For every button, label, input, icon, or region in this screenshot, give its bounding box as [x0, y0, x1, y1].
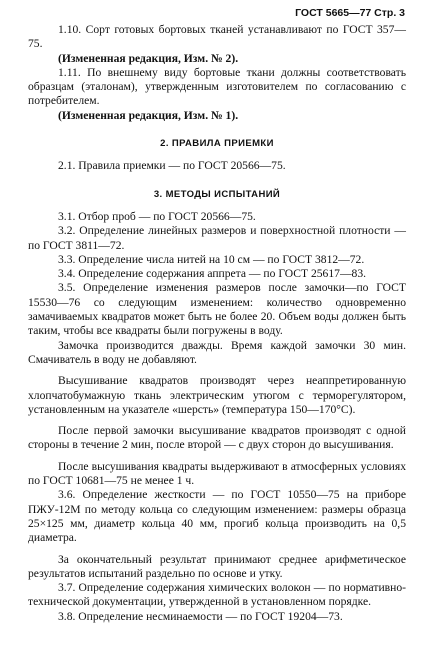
paragraph-3-6: 3.6. Определение жесткости — по ГОСТ 10550—75 на приборе ПЖУ-12М по методу кольца со следующим изменением: размеры образца 25×125 мм, диаметр кольца 40 мм, прогиб кольца производить на 0,5 диаметра. — [28, 488, 406, 545]
page-content — [28, 23, 406, 624]
paragraph-2-1: 2.1. Правила приемки — по ГОСТ 20566—75. — [58, 159, 286, 173]
paragraph-conditioning: После высушивания квадраты выдерживают в атмосферных условиях по ГОСТ 10681—75 не менее 1 ч. — [28, 459, 406, 488]
section-heading-acceptance: 2. ПРАВИЛА ПРИЕМКИ — [160, 138, 274, 150]
page-header: ГОСТ 5665—77 Стр. 3 — [295, 7, 405, 19]
paragraph-3-5: 3.5. Определение изменения размеров после замочки—по ГОСТ 15530—76 со следующим изменением: количество одновременно замачиваемых квадратов может быть не более 20. Объем воды должен быть таким, чтобы все квадраты были погружены в воду. — [28, 281, 406, 338]
paragraph-1-11: 1.11. По внешнему виду бортовые ткани должны соответствовать образцам (эталонам), утвержденным изготовителем по согласованию с потребителем. — [28, 65, 406, 108]
paragraph-after-soaking: После первой замочки высушивание квадратов производят с одной стороны в течение 2 мин, после второй — с двух сторон до высушивания. — [28, 424, 406, 452]
paragraph-3-3: 3.3. Определение числа нитей на 10 см — по ГОСТ 3812—72. — [58, 252, 365, 266]
paragraph-3-4: 3.4. Определение содержания аппрета — по ГОСТ 25617—83. — [58, 267, 367, 281]
paragraph-final-result: За окончательный результат принимают среднее арифметическое результатов испытаний раздельно по основе и утку. — [28, 552, 406, 580]
paragraph-3-1: 3.1. Отбор проб — по ГОСТ 20566—75. — [58, 209, 256, 223]
paragraph-3-8: 3.8. Определение несминаемости — по ГОСТ 19204—73. — [58, 609, 343, 623]
paragraph-drying: Высушивание квадратов производят через неаппретированную хлопчатобумажную ткань электрическим утюгом с терморегулятором, установленным на указателе «шерсть» (температура 150—170°С). — [28, 374, 406, 416]
edition-note-2: (Измененная редакция, Изм. № 1). — [58, 108, 239, 122]
paragraph-3-7: 3.7. Определение содержания химических волокон — по нормативно-технической документации, утвержденной в установленном порядке. — [28, 581, 406, 609]
paragraph-soaking: Замочка производится дважды. Время каждой замочки 30 мин. Смачиватель в воду не добавляют. — [28, 338, 406, 366]
section-heading-test-methods: 3. МЕТОДЫ ИСПЫТАНИЙ — [153, 188, 281, 200]
paragraph-3-2: 3.2. Определение линейных размеров и поверхностной плотности — по ГОСТ 3811—72. — [28, 224, 406, 252]
paragraph-1-10: 1.10. Сорт готовых бортовых тканей устанавливают по ГОСТ 357—75. — [28, 23, 406, 51]
edition-note-1: (Измененная редакция, Изм. № 2). — [58, 51, 239, 65]
